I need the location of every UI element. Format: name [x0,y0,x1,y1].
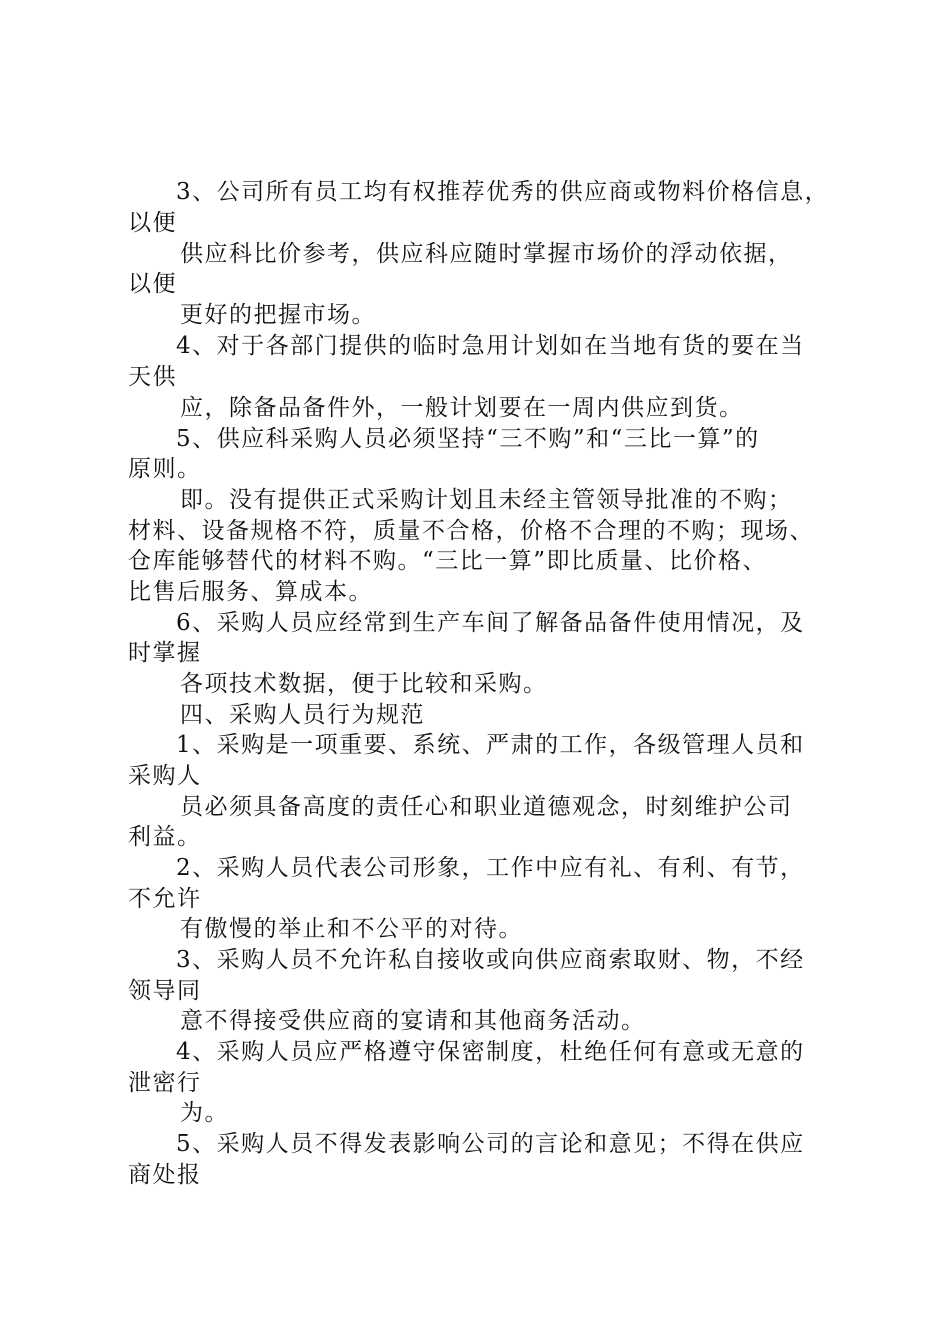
text-line: 时掌握 [128,640,202,666]
text-line: 泄密行 [128,1070,202,1096]
text-line: 5、采购人员不得发表影响公司的言论和意见；不得在供应 [176,1131,805,1157]
text-line: 更好的把握市场。 [180,302,376,328]
text-line: 领导同 [128,978,202,1004]
text-line: 5、供应科采购人员必须坚持“三不购”和“三比一算”的 [176,426,760,452]
text-line: 比售后服务、算成本。 [128,579,373,605]
text-line: 商处报 [128,1162,202,1188]
text-line: 材料、设备规格不符，质量不合格，价格不合理的不购；现场、 [128,518,814,544]
text-line: 4、对于各部门提供的临时急用计划如在当地有货的要在当 [176,333,805,359]
text-line: 应，除备品备件外，一般计划要在一周内供应到货。 [180,395,744,421]
text-line: 供应科比价参考，供应科应随时掌握市场价的浮动依据， [180,241,793,267]
text-line: 4、采购人员应严格遵守保密制度，杜绝任何有意或无意的 [176,1039,805,1065]
text-line: 3、采购人员不允许私自接收或向供应商索取财、物，不经 [176,947,805,973]
text-line: 3、公司所有员工均有权推荐优秀的供应商或物料价格信息， [176,179,830,205]
text-line: 以便 [128,271,177,297]
text-line: 2、采购人员代表公司形象，工作中应有礼、有利、有节， [176,855,805,881]
text-line: 意不得接受供应商的宴请和其他商务活动。 [180,1008,646,1034]
text-line: 有傲慢的举止和不公平的对待。 [180,916,523,942]
section-heading: 四、采购人员行为规范 [180,702,425,728]
text-line: 原则。 [128,456,202,482]
text-line: 员必须具备高度的责任心和职业道德观念，时刻维护公司 [180,794,793,820]
text-line: 1、采购是一项重要、系统、严肃的工作，各级管理人员和 [176,732,805,758]
text-line: 各项技术数据，便于比较和采购。 [180,671,548,697]
text-line: 为。 [180,1100,229,1126]
text-line: 即。没有提供正式采购计划且未经主管领导批准的不购； [180,487,793,513]
text-line: 采购人 [128,763,202,789]
text-line: 以便 [128,210,177,236]
text-line: 6、采购人员应经常到生产车间了解备品备件使用情况，及 [176,610,805,636]
text-line: 天供 [128,364,177,390]
text-line: 利益。 [128,824,202,850]
text-line: 仓库能够替代的材料不购。“三比一算”即比质量、比价格、 [128,548,768,574]
text-line: 不允许 [128,886,202,912]
